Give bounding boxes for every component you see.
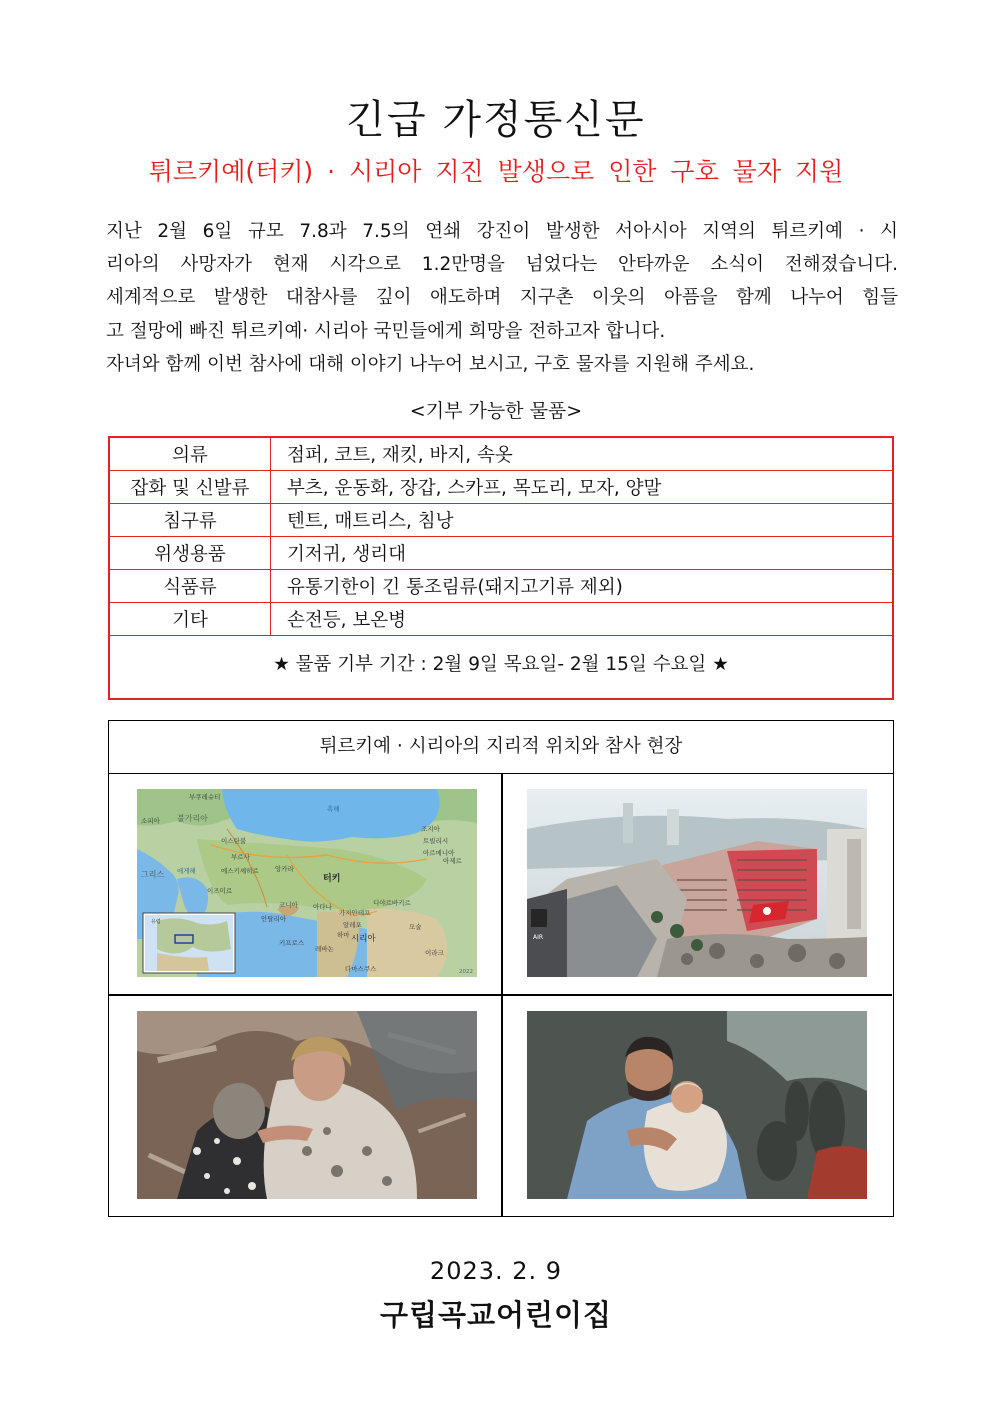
map-label: 아제르	[443, 857, 462, 865]
map-label: 디야르바키르	[373, 899, 411, 907]
earthquake-aerial-photo	[527, 789, 867, 977]
map-label: 조지아	[421, 825, 440, 833]
body-line: 리아의 사망자가 현재 시각으로 1.2만명을 넘었다는 안타까운 소식이 전해졌습니다.	[106, 254, 898, 276]
map-label: 가지안테프	[339, 909, 371, 917]
map-label: 이즈미르	[207, 887, 233, 895]
embracing-women-photo	[137, 1011, 477, 1199]
category-cell: 잡화 및 신발류	[110, 471, 271, 504]
body-line: 고 절망에 빠진 튀르키예· 시리아 국민들에게 희망을 전하고자 합니다.	[106, 320, 666, 342]
category-cell: 침구류	[110, 504, 271, 537]
photo-section	[108, 720, 894, 1217]
grid-divider-horizontal	[109, 994, 892, 996]
map-label: 다마스쿠스	[345, 965, 377, 973]
map-label: 시리아	[351, 934, 376, 944]
map-label: 트빌리시	[423, 837, 449, 845]
items-cell: 손전등, 보온병	[271, 603, 893, 636]
map-label: 하마	[337, 931, 350, 939]
items-cell: 텐트, 매트리스, 침낭	[271, 504, 893, 537]
map-label: 흑해	[327, 805, 340, 813]
map-label: 그리스	[141, 870, 165, 879]
table-row	[110, 438, 892, 471]
map-inset	[143, 913, 235, 973]
photo-section-title: 튀르키예 · 시리아의 지리적 위치와 참사 현장	[109, 721, 893, 774]
map-label: 에게해	[177, 867, 196, 875]
map-label: 2022	[459, 969, 473, 975]
inset-label: 유럽	[151, 919, 161, 925]
map-label: 알레포	[343, 921, 362, 929]
body-paragraph	[106, 215, 898, 381]
map-label: 아르메니아	[423, 849, 455, 857]
items-cell: 기저귀, 생리대	[271, 537, 893, 570]
map-label: 터키	[323, 874, 341, 884]
issue-date: 2023. 2. 9	[429, 1257, 563, 1285]
map-label: 이라크	[425, 949, 444, 957]
shop-sign-text: AIR	[533, 934, 544, 941]
donation-table	[108, 436, 894, 700]
organization-name: 구립곡교어린이집	[379, 1298, 613, 1332]
map-label: 레바논	[315, 945, 334, 953]
category-cell: 위생용품	[110, 537, 271, 570]
map-label: 이스탄불	[221, 837, 247, 845]
map-label: 부쿠레슈티	[189, 793, 221, 801]
page-subtitle: 튀르키예(터키) · 시리아 지진 발생으로 인한 구호 물자 지원	[148, 157, 844, 186]
donation-section-title: <기부 가능한 물품>	[409, 400, 583, 422]
donation-period: ★ 물품 기부 기간 : 2월 9일 목요일- 2월 15일 수요일 ★	[273, 654, 729, 675]
map-label: 키프로스	[279, 939, 305, 947]
items-cell: 유통기한이 긴 통조림류(돼지고기류 제외)	[271, 570, 893, 603]
father-child-photo	[527, 1011, 867, 1199]
table-row	[110, 570, 892, 603]
map-label: 앙카라	[275, 865, 294, 873]
table-row	[110, 603, 892, 636]
map-label: 소피아	[141, 817, 160, 825]
map-label: 불가리아	[177, 814, 208, 823]
map-label: 안탈리아	[261, 915, 287, 923]
category-cell: 의류	[110, 438, 271, 471]
items-cell: 점퍼, 코트, 재킷, 바지, 속옷	[271, 438, 893, 471]
table-row	[110, 537, 892, 570]
map-label: 아다나	[313, 903, 332, 911]
category-cell: 식품류	[110, 570, 271, 603]
category-cell: 기타	[110, 603, 271, 636]
map-label: 코니아	[279, 901, 298, 909]
table-row	[110, 471, 892, 504]
body-line: 지난 2월 6일 규모 7.8과 7.5의 연쇄 강진이 발생한 서아시아 지역의 튀르키예 · 시	[106, 221, 898, 242]
body-line: 자녀와 함께 이번 참사에 대해 이야기 나누어 보시고, 구호 물자를 지원해 주세요.	[106, 353, 755, 375]
map-image	[137, 789, 477, 977]
body-line: 세계적으로 발생한 대참사를 깊이 애도하며 지구촌 이웃의 아픔을 함께 나누어 힘들	[106, 287, 898, 309]
table-row	[110, 504, 892, 537]
map-label: 부르사	[231, 853, 250, 861]
map-label: 모술	[409, 923, 422, 931]
map-label: 에스키셰히르	[221, 867, 259, 875]
page-title: 긴급 가정통신문	[346, 97, 646, 143]
items-cell: 부츠, 운동화, 장갑, 스카프, 목도리, 모자, 양말	[271, 471, 893, 504]
